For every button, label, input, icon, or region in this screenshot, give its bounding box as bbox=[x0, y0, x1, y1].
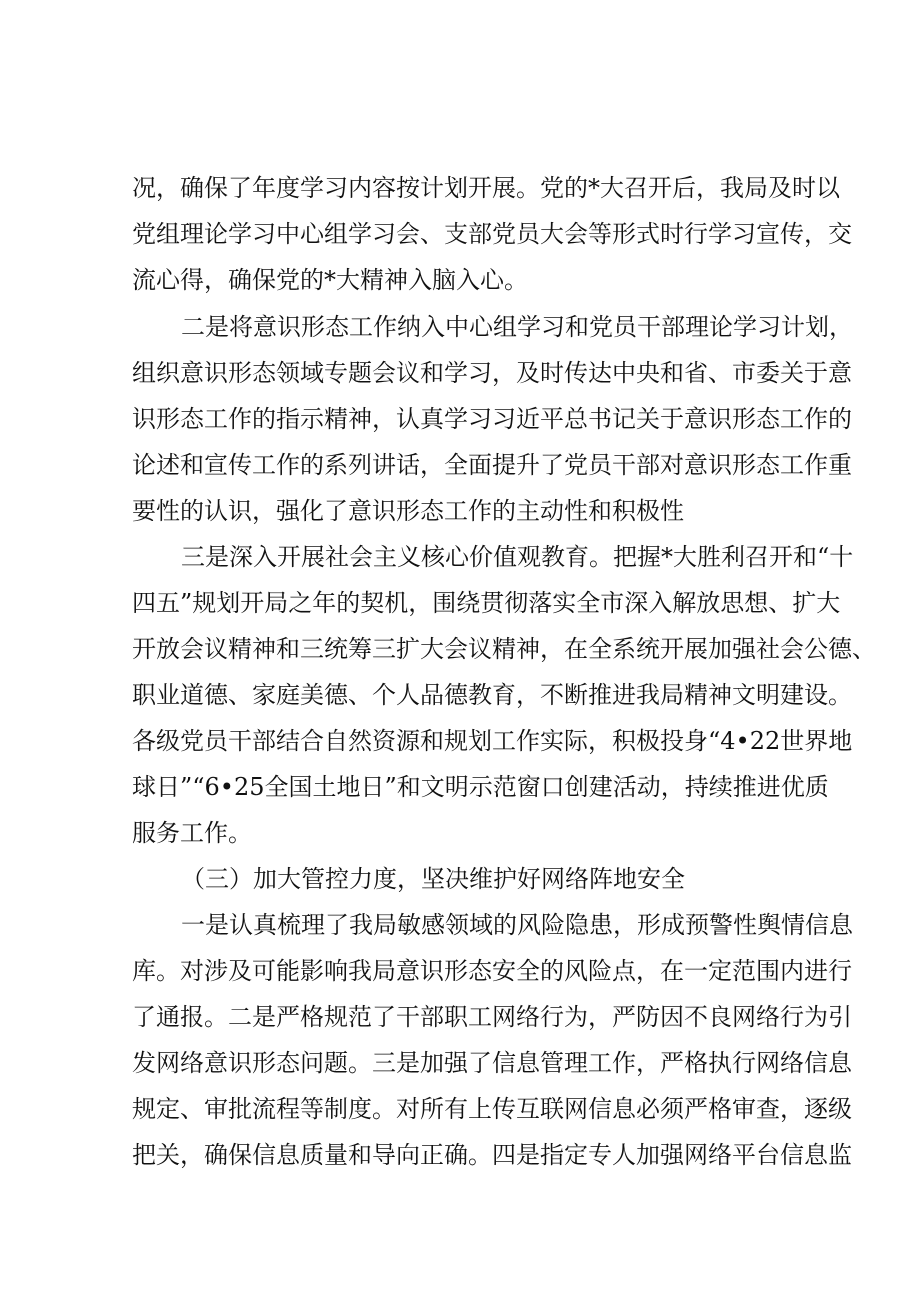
paragraph-4-line-5: 规定、审批流程等制度。对所有上传互联网信息必须严格审查，逐级 bbox=[132, 1095, 852, 1123]
paragraph-1-line-2: 党组理论学习中心组学习会、支部党员大会等形式时行学习宣传，交 bbox=[132, 220, 852, 248]
paragraph-1-line-1: 况，确保了年度学习内容按计划开展。党的*大召开后，我局及时以 bbox=[132, 174, 840, 202]
section-heading-3: （三）加大管控力度，坚决维护好网络阵地安全 bbox=[181, 865, 685, 893]
paragraph-3-line-1: 三是深入开展社会主义核心价值观教育。把握*大胜利召开和“十 bbox=[181, 543, 854, 571]
paragraph-3-line-7: 服务工作。 bbox=[132, 819, 252, 847]
paragraph-3-line-4: 职业道德、家庭美德、个人品德教育，不断推进我局精神文明建设。 bbox=[132, 681, 852, 709]
paragraph-4-line-6: 把关，确保信息质量和导向正确。四是指定专人加强网络平台信息监 bbox=[132, 1141, 852, 1169]
paragraph-1-line-3: 流心得，确保党的*大精神入脑入心。 bbox=[132, 266, 528, 294]
paragraph-2-line-5: 要性的认识，强化了意识形态工作的主动性和积极性 bbox=[132, 497, 684, 525]
paragraph-2-line-4: 论述和宣传工作的系列讲话，全面提升了党员干部对意识形态工作重 bbox=[132, 451, 852, 479]
paragraph-4-line-1: 一是认真梳理了我局敏感领域的风险隐患，形成预警性舆情信息 bbox=[181, 911, 853, 939]
paragraph-3-line-6: 球日”“6•25全国土地日”和文明示范窗口创建活动，持续推进优质 bbox=[132, 773, 829, 801]
paragraph-2-line-1: 二是将意识形态工作纳入中心组学习和党员干部理论学习计划， bbox=[181, 313, 853, 341]
paragraph-3-line-2: 四五”规划开局之年的契机，围绕贯彻落实全市深入解放思想、扩大 bbox=[132, 589, 841, 617]
paragraph-4-line-2: 库。对涉及可能影响我局意识形态安全的风险点，在一定范围内进行 bbox=[132, 957, 852, 985]
paragraph-2-line-3: 识形态工作的指示精神，认真学习习近平总书记关于意识形态工作的 bbox=[132, 405, 852, 433]
paragraph-3-line-5: 各级党员干部结合自然资源和规划工作实际，积极投身“4•22世界地 bbox=[132, 727, 853, 755]
paragraph-4-line-4: 发网络意识形态问题。三是加强了信息管理工作，严格执行网络信息 bbox=[132, 1049, 852, 1077]
paragraph-4-line-3: 了通报。二是严格规范了干部职工网络行为，严防因不良网络行为引 bbox=[132, 1003, 852, 1031]
paragraph-2-line-2: 组织意识形态领域专题会议和学习，及时传达中央和省、市委关于意 bbox=[132, 359, 852, 387]
paragraph-3-line-3: 开放会议精神和三统筹三扩大会议精神，在全系统开展加强社会公德、 bbox=[132, 635, 876, 663]
